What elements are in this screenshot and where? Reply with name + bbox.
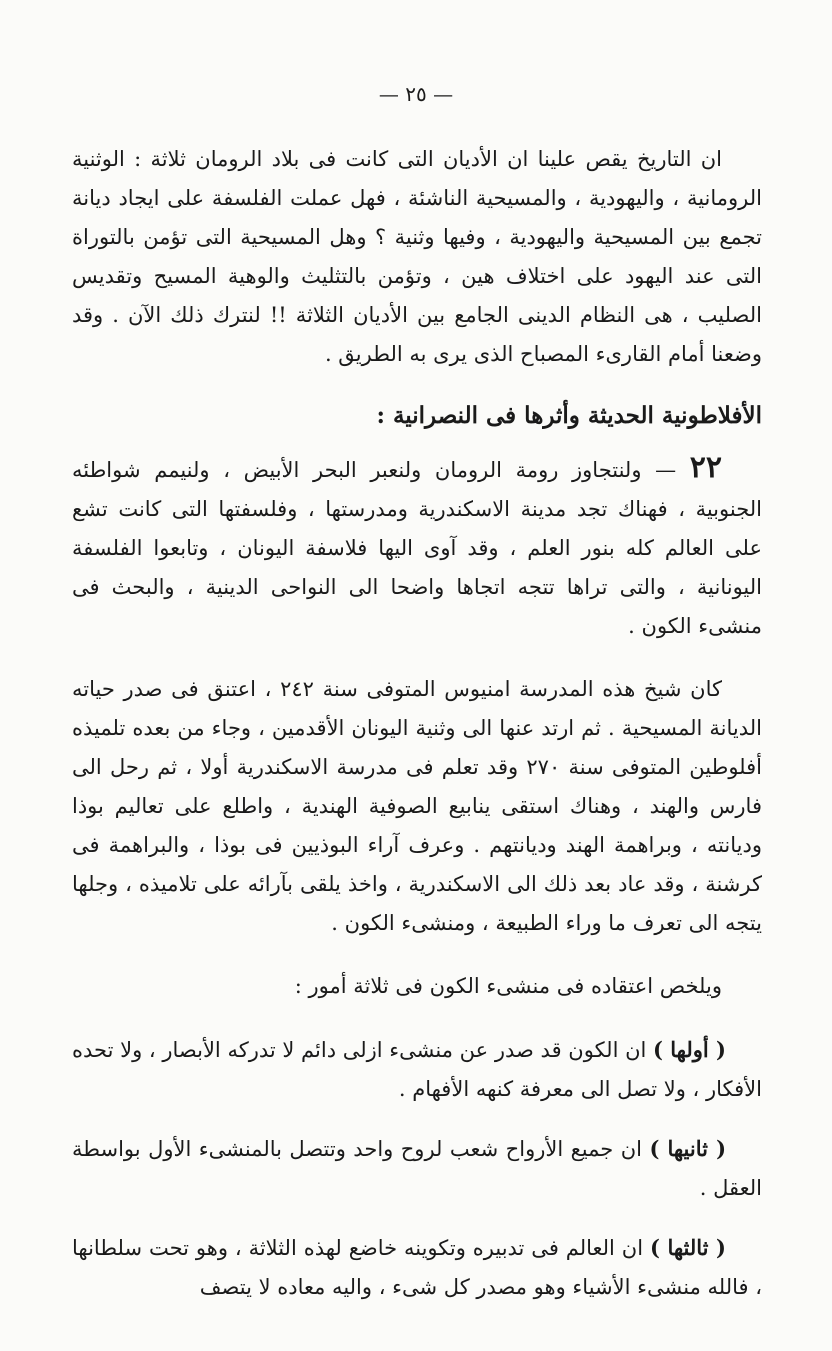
section-heading-neoplatonism: الأفلاطونية الحديثة وأثرها فى النصرانية : [376,402,762,429]
list-item-third [72,1228,762,1307]
page-number: — ٢٥ — [378,82,454,106]
list-item-second [72,1129,762,1208]
paragraph-religions-of-rome: ان التاريخ يقص علينا ان الأديان التى كانت فى بلاد الرومان ثلاثة : الوثنية الرومانية ، واليهودية ، والمسيحية الناشئة ، فهل عملت الفلسفة على ايجاد ديانة تجمع بين المسيحية واليهودية ، وفيها وثنية ؟ وهل المسيحية التى تؤمن بالتوراة التى عند اليهود على اختلاف هين ، وتؤمن بالتثليث والوهية المسيح وتقديس الصليب ، هى النظام الدينى الجامع بين الأديان الثلاثة !! لنترك ذلك الآن . وقد وضعنا أمام القارىء المصباح الذى يرى به الطريق . [72,147,762,366]
list-item-second-lead: ( ثانيها ) [649,1136,727,1161]
list-item-first-text: ان الكون قد صدر عن منشىء ازلى دائم لا تدركه الأبصار ، ولا تحده الأفكار ، ولا تصل الى معرفة كنهه الأفهام . [72,1038,762,1101]
paragraph-ammonius-plotinus: كان شيخ هذه المدرسة امنيوس المتوفى سنة ٢٤٢ ، اعتنق فى صدر حياته الديانة المسيحية . ثم ارتد عنها الى وثنية اليونان الأقدمين ، وجاء من بعده تلميذه أفلوطين المتوفى سنة ٢٧٠ وقد تعلم فى مدرسة الاسكندرية أولا ، ثم رحل الى فارس والهند ، وهناك استقى ينابيع الصوفية الهندية ، واطلع على تعاليم بوذا وديانته ، وبراهمة الهند وديانتهم . وعرف آراء البوذيين فى بوذا ، والبراهمة فى كرشنة ، وقد عاد بعد ذلك الى الاسكندرية ، واخذ يلقى بآرائه على تلاميذه ، وجلها يتجه الى تعرف ما وراء الطبيعة ، ومنشىء الكون . [72,677,763,935]
paragraph-belief-summary: ويلخص اعتقاده فى منشىء الكون فى ثلاثة أمور : [294,974,722,998]
paragraph-alexandria [72,448,762,646]
paragraph-alexandria-text: — ولنتجاوز رومة الرومان ولنعبر البحر الأبيض ، ولنيمم شواطئه الجنوبية ، فهناك تجد مدينة الاسكندرية ومدرستها ، وفلسفتها التى كانت تشع على العالم كله بنور العلم ، وقد آوى اليها فلاسفة اليونان ، وتابعوا الفلسفة اليونانية ، والتى تراها تتجه اتجاها واضحا الى النواحى الدينية ، والبحث فى منشىء الكون . [72,458,762,638]
list-item-third-lead: ( ثالثها ) [649,1235,726,1260]
list-item-third-text: ان العالم فى تدبيره وتكوينه خاضع لهذه الثلاثة ، وهو تحت سلطانها ، فالله منشىء الأشياء وهو مصدر كل شىء ، واليه معاده لا يتصف [72,1236,762,1299]
section-number: ٢٢ [689,450,723,485]
list-item-second-text: ان جميع الأرواح شعب لروح واحد وتتصل بالمنشىء الأول بواسطة العقل . [72,1137,762,1200]
list-item-first-lead: ( أولها ) [653,1037,726,1062]
list-item-first [72,1030,762,1109]
page-content [72,140,762,1327]
